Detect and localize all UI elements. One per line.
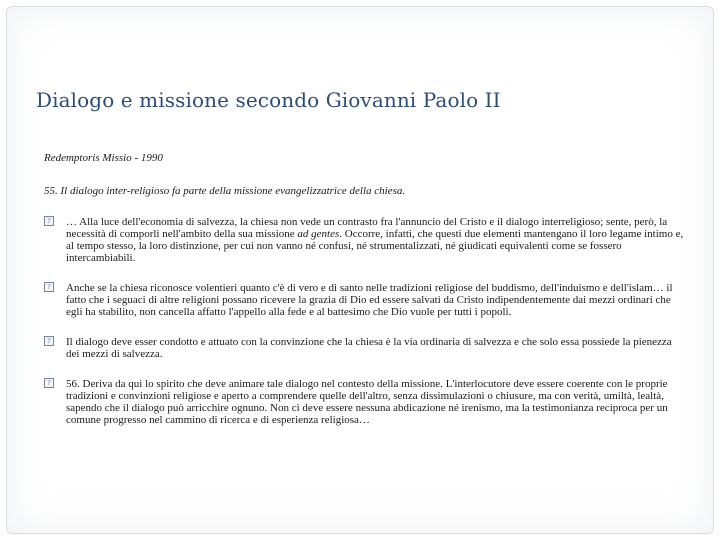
slide-content xyxy=(44,152,684,444)
bullet-text: 56. Deriva da qui lo spirito che deve animare tale dialogo nel contesto della missione. L'interlocutore deve essere coerente con le proprie tradizioni e convinzioni religiose e aperto a comprendere quelle dell'altro, senza dissimulazioni o chiusure, ma con verità, umiltà, lealtà, sapendo che il dialogo può arricchire ognuno. Non ci deve essere nessuna abdicazione né irenismo, ma la testimonianza reciproca per un comune progresso nel cammino di ricerca e di esperienza religiosa… xyxy=(66,378,668,426)
bullet-text-part: … Alla luce dell'economia di salvezza, la chiesa non vede un contrasto fra l'annuncio del Cristo e il dialogo interreligioso; sente, però, la necessità di comporli nell'ambito della sua missione xyxy=(66,216,668,240)
bullet-item xyxy=(44,216,684,264)
bullet-item xyxy=(44,336,684,360)
bullet-text: Anche se la chiesa riconosce volentieri quanto c'è di vero e di santo nelle tradizioni religiose del buddismo, dell'induismo e dell'islam… il fatto che i seguaci di altre religioni possano ricevere la grazia di Dio ed essere salvati da Cristo indipendentemente dai mezzi ordinari che egli ha stabilito, non cancella affatto l'appello alla fede e al battesimo che Dio vuole per tutti i popoli. xyxy=(66,282,673,318)
box-bullet-icon: ? xyxy=(44,216,54,226)
bullet-item xyxy=(44,282,684,318)
bullet-text-emphasis: ad gentes xyxy=(297,228,340,240)
bullet-text: Il dialogo deve esser condotto e attuato con la convinzione che la chiesa è la via ordinaria di salvezza e che solo essa possiede la pienezza dei mezzi di salvezza. xyxy=(66,336,672,360)
document-subtitle: Redemptoris Missio - 1990 xyxy=(44,152,163,164)
intro-paragraph: 55. Il dialogo inter-religioso fa parte della missione evangelizzatrice della chiesa. xyxy=(44,185,406,197)
bullet-text xyxy=(66,216,684,264)
bullet-item xyxy=(44,378,684,426)
bullet-text-part: . Occorre, infatti, che questi due elementi mantengano il loro legame intimo e, al tempo stesso, la loro distinzione, per cui non vanno né confusi, né strumentalizzati, né giudicati equivalenti come se fossero intercambiabili. xyxy=(66,228,684,264)
box-bullet-icon: ? xyxy=(44,378,54,388)
box-bullet-icon: ? xyxy=(44,282,54,292)
slide-title: Dialogo e missione secondo Giovanni Paolo II xyxy=(36,88,501,112)
box-bullet-icon: ? xyxy=(44,336,54,346)
